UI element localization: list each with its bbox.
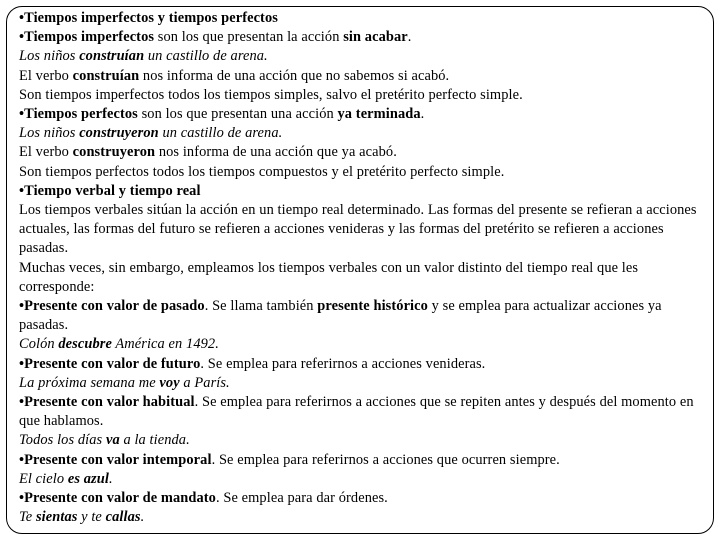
example-sentence [19,508,703,527]
bold-term: sin acabar [343,29,408,46]
text-line [19,163,703,182]
text-line [19,86,703,105]
bold-term: •Tiempos perfectos [19,106,138,123]
bold-term: sientas [35,509,78,526]
text-segment: a la tienda. [119,432,190,449]
bold-term: •Presente con valor de mandato [19,490,216,507]
text-segment: Todos los días [19,432,106,449]
bold-term: presente histórico [317,298,428,315]
bold-term: voy [159,374,180,391]
text-segment: y se emplea para actualizar acciones ya pasadas. [19,298,662,334]
bold-term: va [105,432,120,449]
text-segment: Son tiempos perfectos todos los tiempos compuestos y el pretérito perfecto simple. [19,163,505,180]
text-card [6,6,714,534]
example-sentence [19,47,703,66]
bold-term: •Presente con valor de futuro [19,355,201,372]
text-segment: y te [77,509,106,526]
text-line [19,28,703,47]
bold-term: •Tiempo verbal y tiempo real [19,182,201,199]
text-segment: son los que presentan la acción [154,29,344,46]
bold-term: •Presente con valor intemporal [19,451,212,468]
text-segment: a París. [179,374,230,391]
text-segment: Los tiempos verbales sitúan la acción en un tiempo real determinado. Las formas del presente se refieran a acciones actuales, las formas del futuro se refieren a acciones venideras y las formas del pretérito se refieren a acciones pasadas. [19,202,697,257]
text-line [19,201,703,259]
text-segment: . [407,29,412,46]
text-line [19,393,703,431]
text-line [19,355,703,374]
example-sentence [19,335,703,354]
text-line [19,9,703,28]
text-segment: . Se llama también [204,298,318,315]
text-segment: . [420,106,425,123]
bold-term: ya terminada [337,106,421,123]
text-segment: un castillo de arena. [158,125,283,142]
example-sentence [19,124,703,143]
text-line [19,67,703,86]
example-sentence [19,374,703,393]
bold-term: •Tiempos imperfectos [19,29,155,46]
text-segment: Los niños [19,48,80,65]
text-segment: nos informa de una acción que ya acabó. [155,144,397,161]
text-segment: . Se emplea para referirnos a acciones venideras. [200,355,486,372]
bold-term: •Presente con valor habitual [19,394,195,411]
bold-term: es azul [67,470,109,487]
bold-term: construyeron [72,144,156,161]
document-body [19,9,703,527]
text-line [19,182,703,201]
text-segment: nos informa de una acción que no sabemos si acabó. [139,67,450,84]
text-segment: La próxima semana me [19,374,160,391]
text-segment: Te [19,509,36,526]
text-segment: El verbo [19,67,73,84]
bold-term: construían [72,67,140,84]
bold-term: construyeron [79,125,159,142]
text-segment: Son tiempos imperfectos todos los tiempos simples, salvo el pretérito perfecto simple. [19,86,523,103]
text-line [19,297,703,335]
text-line [19,489,703,508]
text-segment: América en 1492. [111,336,219,353]
text-segment: Los niños [19,125,80,142]
bold-term: •Tiempos imperfectos y tiempos perfectos [19,10,278,26]
text-line [19,143,703,162]
text-line [19,451,703,470]
text-segment: son los que presentan una acción [137,106,338,123]
text-line [19,105,703,124]
text-segment: El cielo [19,470,68,487]
text-segment: un castillo de arena. [144,48,268,65]
text-segment: Muchas veces, sin embargo, empleamos los tiempos verbales con un valor distinto del tiempo real que les corresponde: [19,259,639,295]
text-segment: . Se emplea para referirnos a acciones que ocurren siempre. [211,451,560,468]
text-line [19,259,703,297]
text-segment: . [140,509,145,526]
bold-term: construían [79,48,145,65]
text-segment: Colón [19,336,59,353]
text-segment: . Se emplea para dar órdenes. [215,490,388,507]
bold-term: callas [105,509,141,526]
text-segment: . [108,470,113,487]
example-sentence [19,431,703,450]
text-segment: El verbo [19,144,73,161]
example-sentence [19,470,703,489]
bold-term: •Presente con valor de pasado [19,298,205,315]
bold-term: descubre [58,336,112,353]
text-segment: . Se emplea para referirnos a acciones que se repiten antes y después del momento en que hablamos. [19,394,694,430]
